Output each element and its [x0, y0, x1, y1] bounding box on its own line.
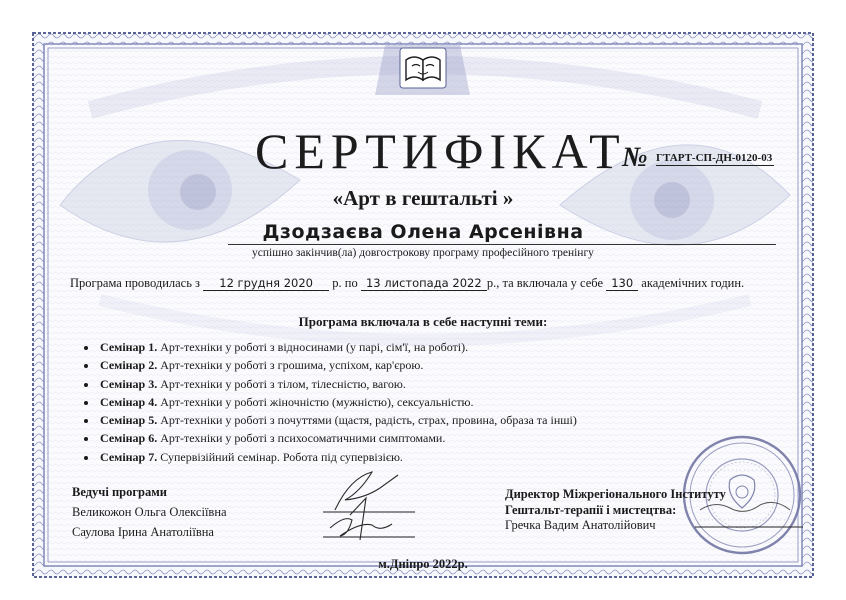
list-item	[98, 429, 577, 447]
seminar-label: Семінар 7.	[100, 449, 158, 464]
seminar-text: Супервізійний семінар. Робота під супервізією.	[160, 449, 403, 464]
seminar-label: Семінар 6.	[100, 431, 158, 446]
completion-statement: успішно закінчив(ла) довгострокову програму професійного тренінгу	[252, 247, 594, 259]
dates-suffix: академічних годин.	[641, 276, 745, 290]
seminar-text: Арт-техніки у роботі жіночністю (мужністю), сексуальністю.	[160, 394, 474, 409]
seminar-label: Семінар 3.	[100, 376, 158, 391]
list-item	[98, 356, 577, 374]
director-institute: Гештальт-терапії і мистецтва:	[505, 503, 677, 517]
host-name: Великожон Ольга Олексіївна	[72, 505, 227, 519]
seminar-text: Арт-техніки у роботі з почуттями (щастя, радість, страх, провина, образа та інші)	[160, 413, 577, 428]
number-sign: №	[622, 142, 648, 173]
dates-prefix: Програма проводилась з	[70, 276, 200, 290]
director-name: Гречка Вадим Анатолійович	[505, 518, 656, 532]
list-item	[98, 375, 577, 393]
seminar-label: Семінар 2.	[100, 358, 158, 373]
seminar-list	[84, 338, 577, 466]
certificate-title: СЕРТИФІКАТ	[255, 123, 626, 179]
director-title: Директор Міжрегіонального Інституту	[505, 487, 726, 501]
seminar-text: Арт-техніки у роботі з тілом, тілесністю, вагою.	[160, 376, 406, 391]
seminar-text: Арт-техніки у роботі з відносинами (у парі, сім'ї, на роботі).	[160, 340, 469, 354]
academic-hours: 130	[606, 277, 638, 291]
seminar-label: Семінар 1.	[100, 340, 158, 354]
list-item	[98, 338, 577, 356]
program-dates	[70, 276, 744, 291]
dates-mid2: р., та включала у себе	[486, 276, 604, 290]
host-name: Саулова Ірина Анатоліївна	[72, 525, 214, 539]
seminar-label: Семінар 5.	[100, 413, 158, 428]
list-item	[98, 448, 577, 466]
topics-heading: Програма включала в себе наступні теми:	[298, 314, 548, 329]
start-date: 12 грудня 2020	[203, 277, 329, 291]
certificate-number: ГТАРТ-СП-ДН-0120-03	[656, 152, 773, 164]
hosts-heading: Ведучі програми	[72, 485, 167, 499]
student-name: Дзодзаєва Олена Арсенівна	[262, 221, 584, 243]
seminar-text: Арт-техніки у роботі з грошима, успіхом, кар'єрою.	[160, 358, 424, 373]
city-year: м.Дніпро 2022р.	[378, 557, 468, 571]
list-item	[98, 393, 577, 411]
book-logo-icon	[375, 45, 470, 95]
seminar-text: Арт-техніки у роботі з психосоматичними симптомами.	[160, 431, 446, 446]
student-name-underline	[228, 244, 776, 245]
end-date: 13 листопада 2022	[361, 277, 487, 291]
seminar-label: Семінар 4.	[100, 394, 158, 409]
program-name: «Арт в гештальті »	[332, 186, 514, 210]
dates-mid: р. по	[332, 276, 358, 290]
list-item	[98, 411, 577, 429]
